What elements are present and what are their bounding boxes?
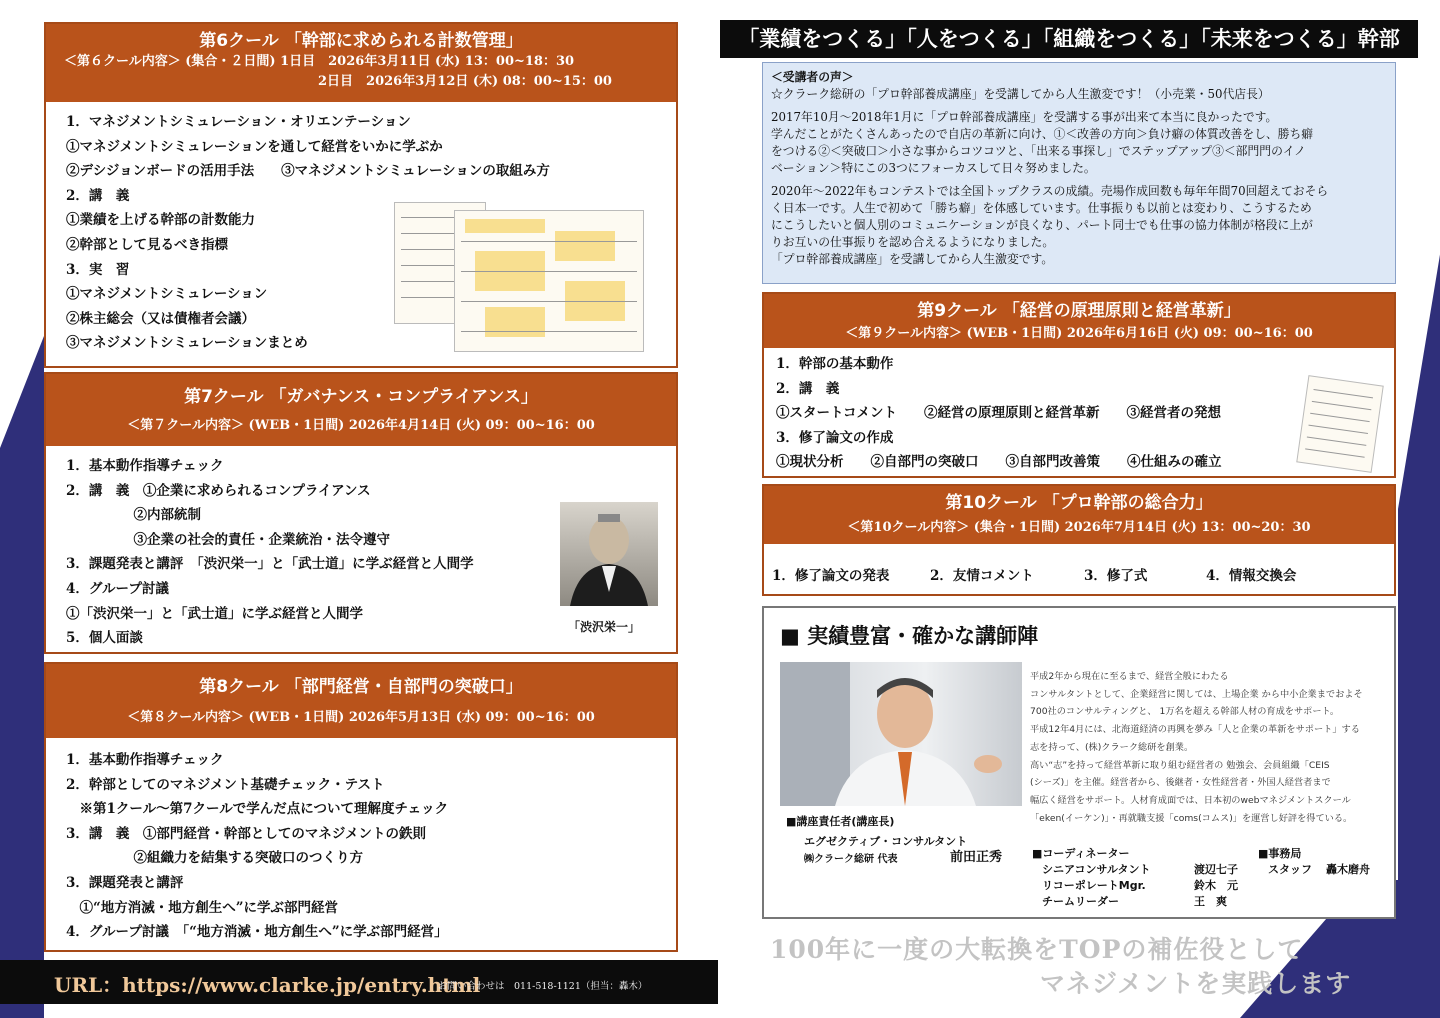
- chief-name: 前田正秀: [950, 850, 1003, 865]
- lecturer-photo: [780, 662, 1022, 806]
- kur7-title: 第7クール 「ガバナンス・コンプライアンス」: [184, 387, 538, 407]
- kur9-line: ①現状分析 ②自部門の突破口 ③自部門改善策 ④仕組みの確立: [776, 454, 1222, 471]
- kur9-line: ①スタートコメント ②経営の原理原則と経営革新 ③経営者の発想: [776, 405, 1221, 422]
- testimonial-line: 「プロ幹部養成講座」を受講してから人生激変です。: [771, 252, 1054, 266]
- kur8-header: [46, 664, 676, 738]
- kur8-section: [44, 662, 678, 952]
- headline-banner: 「業績をつくる」「人をつくる」「組織をつくる」「未来をつくる」幹部: [720, 20, 1418, 58]
- kur7-line: 4．グループ討議: [66, 580, 169, 597]
- kur7-section: [44, 372, 678, 654]
- kur10-schedule: ＜第10クール内容＞ (集合・1日間) 2026年7月14日 (火) 13：00~20：30: [847, 520, 1311, 535]
- kur6-line: ③マネジメントシミュレーションまとめ: [66, 335, 308, 352]
- coordinator-role: リコーポレートMgr.: [1042, 879, 1146, 892]
- testimonial-line: をつける②＜突破口＞小さな事からコツコツと、「出来る事探し」でステップアップ③＜部門門のイノ: [771, 144, 1306, 158]
- kur7-line: ③企業の社会的責任・企業統治・法令遵守: [66, 531, 390, 548]
- office-role: スタッフ: [1268, 863, 1312, 876]
- bio-line: 志を持って、(株)クラーク総研を創業。: [1030, 741, 1194, 753]
- kur6-line: ②デシジョンボードの活用手法 ③マネジメントシミュレーションの取組み方: [66, 163, 550, 180]
- kur8-line: ②組織力を結集する突破口のつくり方: [66, 850, 363, 867]
- lecturer-bio: [1030, 668, 1390, 827]
- testimonial-line: ベーション＞特にこの3つにフォーカスして日々努めました。: [771, 161, 1096, 175]
- kur6-line: ①マネジメントシミュレーションを通して経営をいかに学ぶか: [66, 138, 443, 155]
- testimonial-line: く日本一です。人生で初めて「勝ち癖」を体感しています。仕事振りも以前とは変わり、こうするため: [771, 201, 1312, 215]
- testimonial-line: にこうしたいと個人別のコミュニケーションが良くなり、パート同士でも仕事の協力体制が格段に上が: [771, 218, 1313, 232]
- lecturer-section: [762, 606, 1396, 919]
- kur6-section: [44, 22, 678, 368]
- lecturer-title: ■ 実績豊富・確かな講師陣: [780, 624, 1039, 648]
- kur6-line: 1．マネジメントシミュレーション・オリエンテーション: [66, 114, 411, 130]
- kur8-line: ①“地方消滅・地方創生へ”に学ぶ部門経営: [66, 899, 339, 916]
- coordinator-name: 渡辺七子: [1194, 863, 1238, 876]
- kur8-schedule: ＜第８クール内容＞ (WEB・1日間) 2026年5月13日 (水) 09：00~16：00: [127, 710, 595, 725]
- kur7-line: ②内部統制: [66, 507, 201, 524]
- kur6-header: [46, 24, 676, 102]
- kur8-line: 4．グループ討議 「“地方消滅・地方創生へ”に学ぶ部門経営」: [66, 924, 448, 941]
- portrait-caption: 「渋沢栄一」: [568, 620, 641, 634]
- bio-line: コンサルタントとして、企業経営に関しては、上場企業 から中小企業までおよそ: [1030, 688, 1363, 700]
- kur7-line: 3．課題発表と講評 「渋沢栄一」と「武士道」に学ぶ経営と人間学: [66, 556, 474, 573]
- kur10-item: 4．情報交換会: [1206, 568, 1297, 584]
- footer-bar: [0, 960, 718, 1004]
- kur9-title: 第9クール 「経営の原理原則と経営革新」: [917, 301, 1241, 321]
- kur9-header: [764, 294, 1394, 348]
- bio-line: 幅広く経営をサポート。人材育成面では、日本初のwebマネジメントスクール: [1030, 794, 1351, 806]
- coordinator-role: チームリーダー: [1042, 895, 1119, 908]
- bio-line: 平成12年4月には、北海道経済の再興を夢み「人と企業の革新をサポート」する: [1030, 724, 1360, 736]
- kur8-title: 第8クール 「部門経営・自部門の突破口」: [199, 677, 523, 697]
- kur7-line: 1．基本動作指導チェック: [66, 458, 224, 474]
- kur8-line: 3．課題発表と講評: [66, 874, 184, 891]
- testimonial-box: [762, 62, 1396, 284]
- kur6-schedule-2: 2日目 2026年3月12日 (木) 08：00~15：00: [318, 74, 612, 89]
- coordinator-name: 鈴木 元: [1194, 879, 1238, 892]
- chief-role: エグゼクティブ・コンサルタント: [804, 835, 968, 848]
- kur10-title: 第10クール 「プロ幹部の総合力」: [945, 493, 1213, 513]
- kur10-item: 1．修了論文の発表: [772, 568, 890, 584]
- bio-line: 700社のコンサルティングと、 1万名を超える幹部人材の育成をサポート。: [1030, 706, 1340, 718]
- slogan-line-1: 100年に一度の大転換をTOPの補佐役として: [770, 935, 1304, 964]
- bio-line: 「eken(イーケン)」・再就職支援「coms(コムス)」を運営し好評を得ている。: [1030, 812, 1353, 824]
- kur10-item: 3．修了式: [1084, 568, 1148, 584]
- kur6-line: ②幹部として見るべき指標: [66, 236, 228, 253]
- testimonial-line: りお互いの仕事振りを認め合えるようになりました。: [771, 235, 1055, 249]
- kur9-line: 3．修了論文の作成: [776, 429, 894, 446]
- testimonial-line: 2020年～2022年もコンテストでは全国トップクラスの成績。売場作成回数も毎年年間70回超えておそら: [771, 184, 1329, 198]
- kur7-line: ①「渋沢栄一」と「武士道」に学ぶ経営と人間学: [66, 605, 363, 622]
- kur10-item: 2．友情コメント: [930, 568, 1034, 584]
- kur8-line: 1．基本動作指導チェック: [66, 752, 224, 768]
- shibusawa-portrait: [560, 502, 658, 606]
- testimonial-line: 2017年10月～2018年1月に「プロ幹部養成講座」を受講する事が出来て本当に良かったです。: [771, 110, 1278, 124]
- kur9-line: 1．幹部の基本動作: [776, 356, 894, 372]
- testimonial-line: ☆クラーク総研の「プロ幹部養成講座」を受講してから人生激変です！（小売業・50代店長）: [771, 87, 1270, 101]
- kur7-line: 2．講 義 ①企業に求められるコンプライアンス: [66, 482, 371, 499]
- slogan-line-2: マネジメントを実践します: [1040, 969, 1352, 998]
- kur6-line: ①業績を上げる幹部の計数能力: [66, 212, 255, 229]
- entry-url-link[interactable]: URL：https://www.clarke.jp/entry.html: [54, 973, 481, 997]
- kur9-line: 2．講 義: [776, 380, 840, 397]
- kur9-section: [762, 292, 1396, 478]
- kur7-line: 5．個人面談: [66, 630, 143, 647]
- contact-info: お問い合わせは 011-518-1121（担当：轟木）: [438, 981, 648, 992]
- bio-line: 高い“志”を持って経営革新に取り組む経営者の 勉強会、会員組織「CEIS: [1030, 759, 1330, 771]
- kur10-section: [762, 484, 1396, 596]
- office-label: ■事務局: [1258, 847, 1302, 860]
- decision-board-image: [394, 202, 642, 350]
- kur7-schedule: ＜第７クール内容＞ (WEB・1日間) 2026年4月14日 (火) 09：00~16：00: [127, 418, 595, 433]
- testimonial-heading: ＜受講者の声＞: [771, 70, 854, 84]
- coordinator-label: ■コーディネーター: [1032, 847, 1130, 860]
- kur8-line: 2．幹部としてのマネジメント基礎チェック・テスト: [66, 776, 385, 793]
- bio-line: 平成2年から現在に至るまで、経営全般にわたる: [1030, 671, 1229, 682]
- bio-line: (シーズ)」を主催。経営者から、後継者・女性経営者・外国人経営者まで: [1030, 777, 1331, 789]
- kur6-title: 第6クール 「幹部に求められる計数管理」: [199, 31, 523, 51]
- kur6-line: 3．実 習: [66, 261, 130, 278]
- form-document-image: [1302, 380, 1376, 466]
- kur7-header: [46, 374, 676, 446]
- kur8-line: 3．講 義 ①部門経営・幹部としてのマネジメントの鉄則: [66, 825, 426, 842]
- kur6-schedule-1: ＜第６クール内容＞ (集合・２日間) 1日目 2026年3月11日 (水) 13：00~18：30: [64, 54, 575, 69]
- kur8-line: ※第1クール～第7クールで学んだ点について理解度チェック: [66, 801, 449, 818]
- kur6-line: 2．講 義: [66, 187, 130, 204]
- chief-org: ㈱クラーク総研 代表: [804, 854, 898, 865]
- kur8-body: [46, 738, 676, 951]
- kur6-line: ①マネジメントシミュレーション: [66, 286, 268, 303]
- kur9-schedule: ＜第９クール内容＞ (WEB・1日間) 2026年6月16日 (火) 09：00~16：00: [845, 326, 1313, 341]
- testimonial-line: 学んだことがたくさんあったので自店の革新に向け、①＜改善の方向＞負け癖の体質改善をし、勝ち癖: [771, 127, 1314, 141]
- kur10-header: [764, 486, 1394, 544]
- coordinator-role: シニアコンサルタント: [1042, 863, 1151, 876]
- office-name: 轟木磨舟: [1326, 863, 1370, 876]
- chief-label: ■講座責任者(講座長): [786, 815, 895, 828]
- coordinator-name: 王 爽: [1194, 895, 1227, 908]
- kur6-line: ②株主総会（又は債権者会議）: [66, 310, 255, 327]
